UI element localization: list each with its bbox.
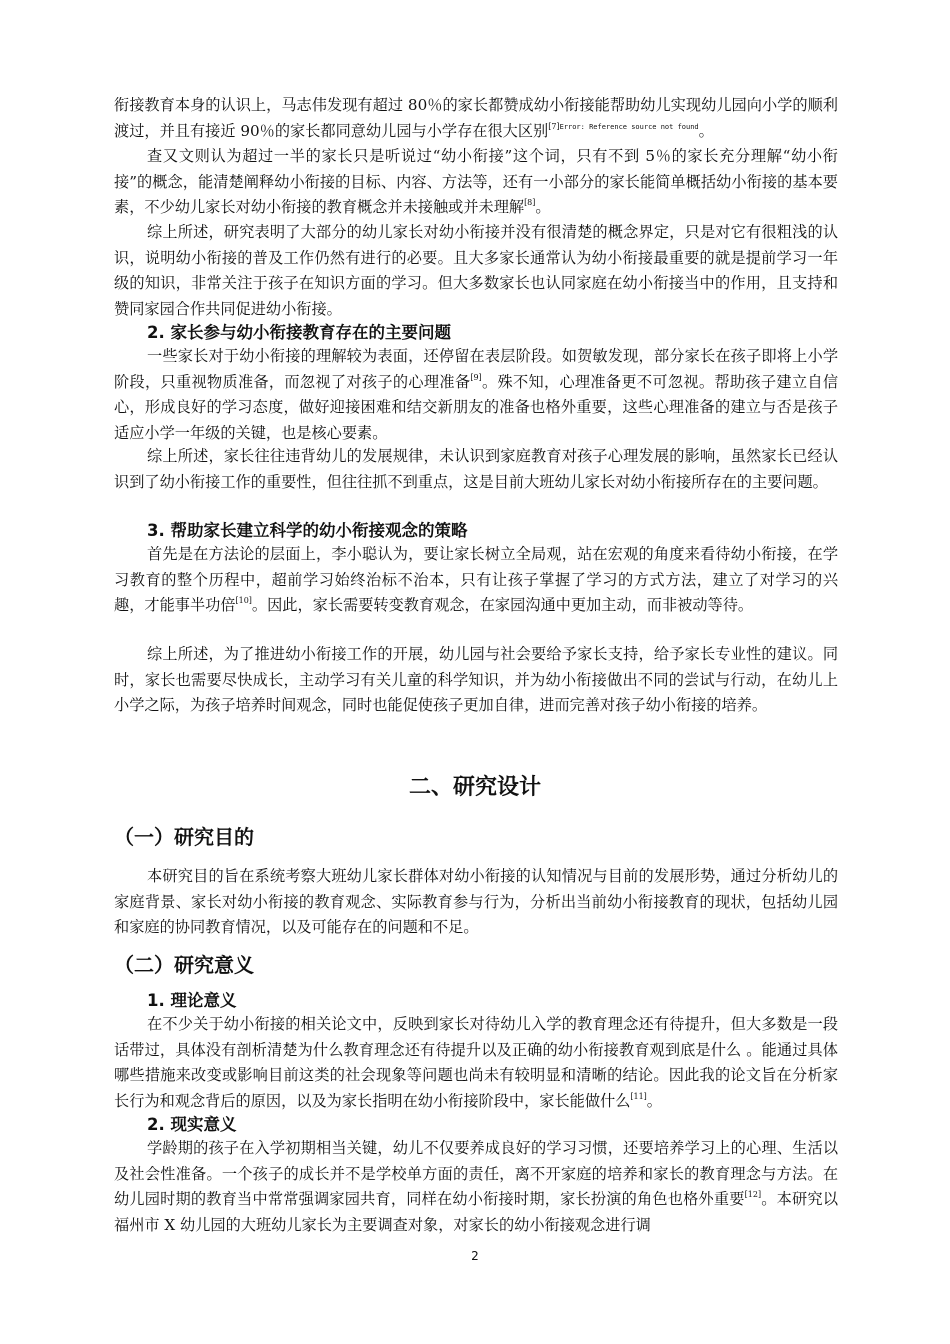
body-paragraph xyxy=(114,864,838,941)
body-paragraph xyxy=(114,642,838,719)
citation-marker: [12] xyxy=(744,1190,762,1199)
body-paragraph xyxy=(114,220,838,322)
paragraph-tail: 。 xyxy=(698,121,714,140)
body-paragraph xyxy=(114,344,838,446)
subsection-heading: 1. 理论意义 xyxy=(147,991,237,1010)
body-paragraph xyxy=(114,1012,838,1114)
paragraph-text: 学龄期的孩子在入学初期相当关键，幼儿不仅要养成良好的学习习惯，还要培养学习上的心理、生活以及社会性准备。一个孩子的成长并不是学校单方面的责任，离不开家庭的培养和家长的教育理念与方法。在幼儿园时期的教育当中常常强调家园共育，同样在幼小衔接时期，家长扮演的角色也格外重要 xyxy=(114,1139,838,1208)
paragraph-tail: 。因此，家长需要转变教育观念，在家园沟通中更加主动，而非被动等待。 xyxy=(251,596,754,614)
paragraph-tail: 。本研究以福州市 X 幼儿园的大班幼儿家长为主要调查对象，对家长的幼小衔接观念进行调 xyxy=(114,1190,839,1234)
paragraph-tail: 。 xyxy=(646,1091,662,1110)
citation-marker: [8] xyxy=(524,198,536,207)
subsection-heading: 3. 帮助家长建立科学的幼小衔接观念的策略 xyxy=(147,521,468,540)
citation-marker: [11] xyxy=(630,1091,647,1101)
section-heading: （二）研究意义 xyxy=(114,953,254,977)
paragraph-text: 综上所述，为了推进幼小衔接工作的开展，幼儿园与社会要给予家长支持，给予家长专业性的建议。同时，家长也需要尽快成长，主动学习有关儿童的科学知识，并为幼小衔接做出不同的尝试与行动，在幼儿上小学之际，为孩子培养时间观念，同时也能促使孩子更加自律，进而完善对孩子幼小衔接的培养。 xyxy=(114,645,838,714)
page-number: 2 xyxy=(471,1249,479,1263)
subsection-heading: 2. 现实意义 xyxy=(147,1115,237,1134)
citation-marker: [10] xyxy=(235,596,252,605)
chapter-title: 二、研究设计 xyxy=(408,775,541,800)
paragraph-tail: 。殊不知，心理准备更不可忽视。帮助孩子建立自信心，形成良好的学习态度，做好迎接困难和结交新朋友的准备也格外重要，这些心理准备的建立与否是孩子适应小学一年级的关键，也是核心要素。 xyxy=(114,372,839,442)
section-heading: （一）研究目的 xyxy=(114,825,254,849)
subsection-heading: 2. 家长参与幼小衔接教育存在的主要问题 xyxy=(147,323,451,342)
paragraph-text: 综上所述，研究表明了大部分的幼儿家长对幼小衔接并没有很清楚的概念界定，只是对它有很粗浅的认识，说明幼小衔接的普及工作仍然有进行的必要。且大多家长通常认为幼小衔接最重要的就是提前学习一年级的知识，非常关注于孩子在知识方面的学习。但大多数家长也认同家庭在幼小衔接当中的作用，且支持和赞同家园合作共同促进幼小衔接。 xyxy=(114,223,838,318)
paragraph-text: 查又文则认为超过一半的家长只是听说过“幼小衔接”这个词，只有不到 5％的家长充分理解“幼小衔接”的概念，能清楚阐释幼小衔接的目标、内容、方法等，还有一小部分的家长能简单概括幼小衔接的基本要素，不少幼儿家长对幼小衔接的教育概念并未接触或并未理解 xyxy=(114,147,838,216)
body-paragraph xyxy=(114,542,838,619)
citation-marker: [7] xyxy=(548,121,560,131)
body-paragraph xyxy=(114,144,838,221)
paragraph-text: 在不少关于幼小衔接的相关论文中，反映到家长对待幼儿入学的教育理念还有待提升，但大多数是一段话带过，具体没有剖析清楚为什么教育理念还有待提升以及正确的幼小衔接教育观到底是什么 。能通过具体哪些措施来改变或影响目前这类的社会现象等问题也尚未有较明显和清晰的结论。因此我的论文旨在分析家长行为和观念背后的原因，以及为家长指明在幼小衔接阶段中，家长能做什么 xyxy=(114,1015,838,1110)
paragraph-text: 首先是在方法论的层面上，李小聪认为，要让家长树立全局观，站在宏观的角度来看待幼小衔接，在学习教育的整个历程中，超前学习始终治标不治本，只有让孩子掌握了学习的方式方法，建立了对学习的兴趣，才能事半功倍 xyxy=(114,545,838,614)
body-paragraph xyxy=(114,93,838,144)
paragraph-text: 衔接教育本身的认识上，马志伟发现有超过 80％的家长都赞成幼小衔接能帮助幼儿实现幼儿园向小学的顺利渡过，并且有接近 90％的家长都同意幼儿园与小学存在很大区别 xyxy=(114,96,838,140)
paragraph-tail: 。 xyxy=(535,198,551,216)
paragraph-text: 本研究目的旨在系统考察大班幼儿家长群体对幼小衔接的认知情况与目前的发展形势，通过分析幼儿的家庭背景、家长对幼小衔接的教育观念、实际教育参与行为，分析出当前幼小衔接教育的现状，包括幼儿园和家庭的协同教育情况，以及可能存在的问题和不足。 xyxy=(114,867,838,936)
body-paragraph xyxy=(114,444,838,495)
citation-marker: [9] xyxy=(470,372,482,382)
paragraph-text: 综上所述，家长往往违背幼儿的发展规律，未认识到家庭教育对孩子心理发展的影响，虽然家长已经认识到了幼小衔接工作的重要性，但往往抓不到重点，这是目前大班幼儿家长对幼小衔接所存在的主要问题。 xyxy=(114,447,838,491)
paragraph-text: 一些家长对于幼小衔接的理解较为表面，还停留在表层阶段。如贺敏发现，部分家长在孩子即将上小学阶段，只重视物质准备，而忽视了对孩子的心理准备 xyxy=(114,347,838,391)
reference-error-field: Error: Reference source not found xyxy=(559,122,699,131)
body-paragraph xyxy=(114,1136,838,1238)
